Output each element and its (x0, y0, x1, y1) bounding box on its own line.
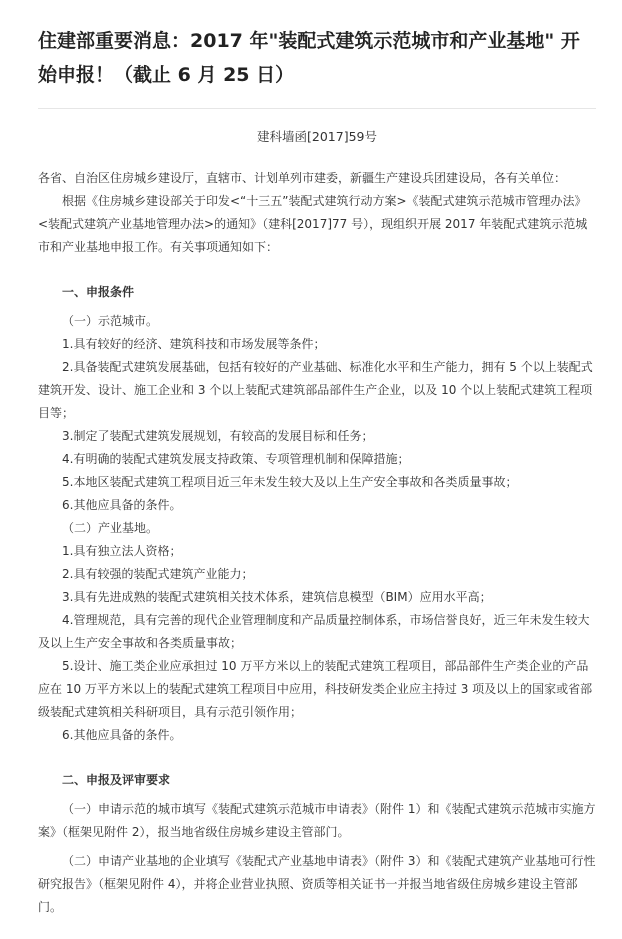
base-condition-item: 2.具有较强的装配式建筑产业能力； (62, 567, 254, 581)
section-heading-conditions: 一、申报条件 (62, 285, 135, 299)
title-divider (38, 108, 596, 109)
intro-paragraph: 根据《住房城乡建设部关于印发<“十三五”装配式建筑行动方案>《装配式建筑示范城市管理办法》<装配式建筑产业基地管理办法>的通知》（建科[2017]77 号），现组织开展 2017 年装配式建筑示范城市和产业基地申报工作。有关事项通知如下： (38, 194, 588, 254)
requirement-item: （二）申请产业基地的企业填写《装配式产业基地申请表》（附件 3）和《装配式建筑产业基地可行性研究报告》（框架见附件 4），并将企业营业执照、资质等相关证书一并报当地省级住房城乡建设主管部门。 (38, 854, 596, 914)
city-condition-item: 6.其他应具备的条件。 (62, 498, 182, 512)
section-heading-requirements: 二、申报及评审要求 (62, 773, 171, 787)
base-condition-item: 3.具有先进成熟的装配式建筑相关技术体系，建筑信息模型（BIM）应用水平高； (62, 590, 492, 604)
city-condition-item: 2.具备装配式建筑发展基础，包括有较好的产业基础、标准化水平和生产能力，拥有 5 个以上装配式建筑开发、设计、施工企业和 3 个以上装配式建筑部品部件生产企业，以及 10 个以上装配式建筑工程项目等； (38, 360, 593, 420)
article-title: 住建部重要消息：2017 年"装配式建筑示范城市和产业基地" 开始申报！（截止 6 月 25 日） (38, 30, 580, 86)
addressee: 各省、自治区住房城乡建设厅，直辖市、计划单列市建委，新疆生产建设兵团建设局，各有关单位： (38, 171, 567, 185)
article-body (38, 167, 596, 919)
base-condition-item: 1.具有独立法人资格； (62, 544, 182, 558)
city-condition-item: 1.具有较好的经济、建筑科技和市场发展等条件； (62, 337, 326, 351)
base-condition-item: 4.管理规范，具有完善的现代企业管理制度和产品质量控制体系，市场信誉良好，近三年未发生较大及以上生产安全事故和各类质量事故； (38, 613, 590, 650)
document-number: 建科墙函[2017]59号 (257, 129, 377, 144)
subheading-demo-city: （一）示范城市。 (62, 314, 159, 328)
city-condition-item: 4.有明确的装配式建筑发展支持政策、专项管理机制和保障措施； (62, 452, 410, 466)
city-condition-item: 3.制定了装配式建筑发展规划，有较高的发展目标和任务； (62, 429, 374, 443)
requirement-item: （一）申请示范的城市填写《装配式建筑示范城市申请表》（附件 1）和《装配式建筑示范城市实施方案》（框架见附件 2），报当地省级住房城乡建设主管部门。 (38, 802, 596, 839)
subheading-industry-base: （二）产业基地。 (62, 521, 159, 535)
base-condition-item: 6.其他应具备的条件。 (62, 728, 182, 742)
city-condition-item: 5.本地区装配式建筑工程项目近三年未发生较大及以上生产安全事故和各类质量事故； (62, 475, 518, 489)
base-condition-item: 5.设计、施工类企业应承担过 10 万平方米以上的装配式建筑工程项目，部品部件生产类企业的产品应在 10 万平方米以上的装配式建筑工程项目中应用，科技研发类企业应主持过 3 项及以上的国家或省部级装配式建筑相关科研项目，具有示范引领作用； (38, 659, 593, 719)
